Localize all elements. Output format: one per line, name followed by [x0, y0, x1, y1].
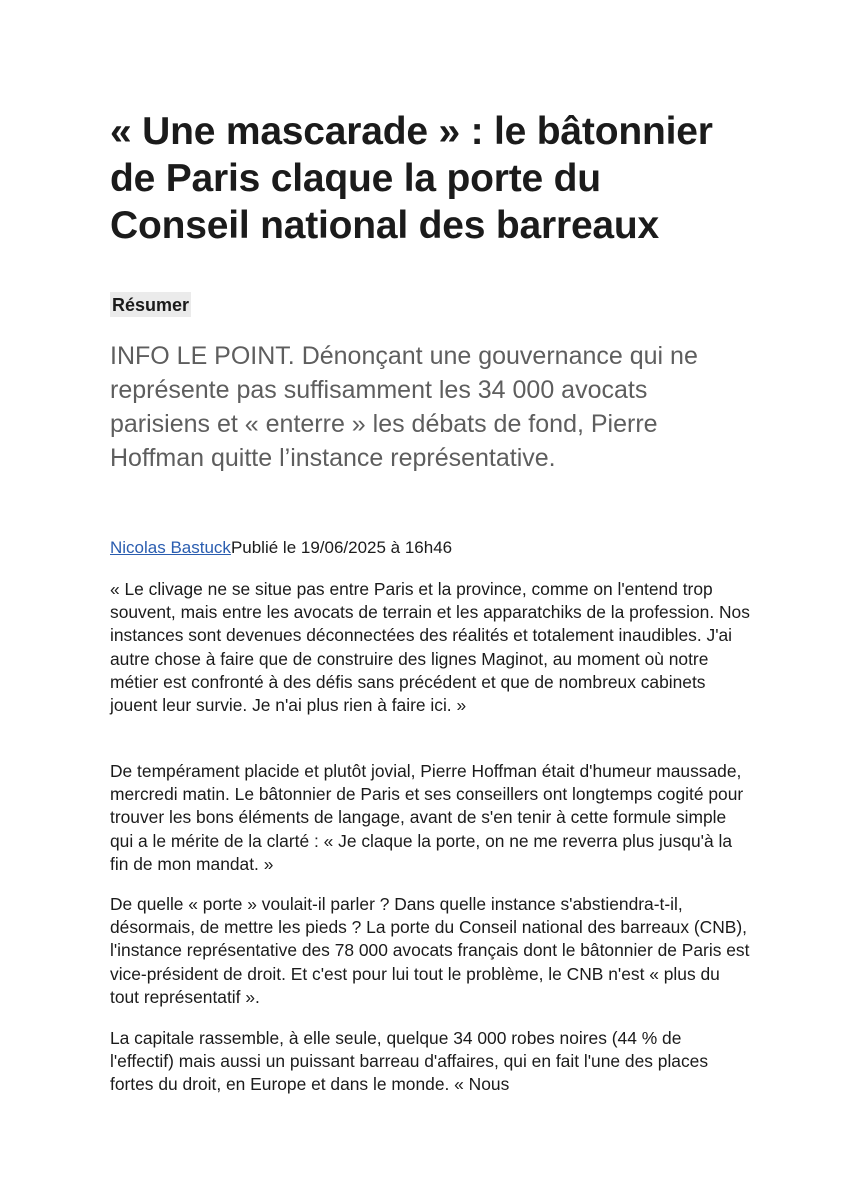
summarize-button[interactable]: Résumer: [110, 292, 191, 317]
article-paragraph: « Le clivage ne se situe pas entre Paris et la province, comme on l'entend trop souvent, mais entre les avocats de terrain et les apparatchiks de la profession. Nos instances sont devenues déconnectées des réalités et totalement inaudibles. J'ai autre chose à faire que de construire des lignes Maginot, au moment où notre métier est confronté à des défis sans précédent et que de nombreux cabinets jouent leur survie. Je n'ai plus rien à faire ici. »: [110, 579, 750, 716]
article-headline: « Une mascarade » : le bâtonnier de Paris claque la porte du Conseil national des barreaux: [110, 110, 713, 247]
article-paragraph: De tempérament placide et plutôt jovial, Pierre Hoffman était d'humeur maussade, mercredi matin. Le bâtonnier de Paris et ses conseillers ont longtemps cogité pour trouver les bons éléments de langage, avant de s'en tenir à cette formule simple qui a le mérite de la clarté : « Je claque la porte, on ne me reverra plus jusqu'à la fin de mon mandat. »: [110, 761, 744, 874]
publish-date: Publié le 19/06/2025 à 16h46: [230, 538, 453, 557]
byline: [110, 537, 452, 559]
author-link[interactable]: Nicolas Bastuck: [110, 538, 231, 557]
article-paragraph: La capitale rassemble, à elle seule, quelque 34 000 robes noires (44 % de l'effectif) mais aussi un puissant barreau d'affaires, qui en fait l'une des places fortes du droit, en Europe et dans le monde. « Nous: [110, 1028, 709, 1095]
article-lead: INFO LE POINT. Dénonçant une gouvernance qui ne représente pas suffisamment les 34 000 avocats parisiens et « enterre » les débats de fond, Pierre Hoffman quitte l’instance représentative.: [110, 342, 698, 472]
article-paragraph: De quelle « porte » voulait-il parler ? Dans quelle instance s'abstiendra-t-il, désormais, de mettre les pieds ? La porte du Conseil national des barreaux (CNB), l'instance représentative des 78 000 avocats français dont le bâtonnier de Paris est vice-président de droit. Et c'est pour lui tout le problème, le CNB n'est « plus du tout représentatif ».: [110, 894, 750, 1007]
